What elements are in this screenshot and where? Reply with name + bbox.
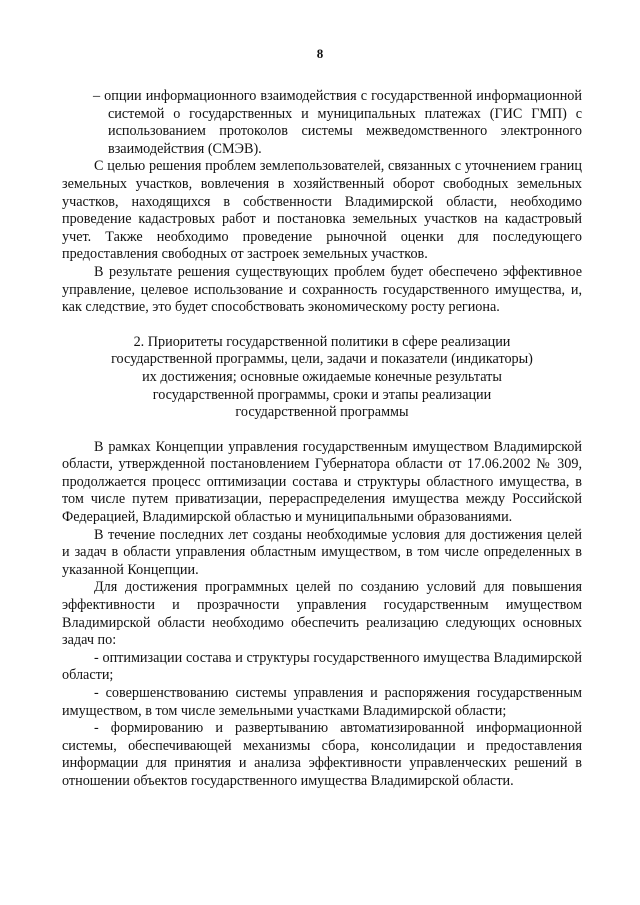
paragraph-smev-option: – опции информационного взаимодействия с государственной информационной системой о государственных и муниципальных платежах (ГИС ГМП) с использованием протоколов системы межведомственного электронного взаимодействия (СМЭВ). <box>93 88 582 157</box>
page-number: 8 <box>316 46 324 61</box>
paragraph-conditions: В течение последних лет созданы необходимые условия для достижения целей и задач в области управления областным имуществом, в том числе определенных в указанной Концепции. <box>62 526 582 578</box>
paragraph-concept: В рамках Концепции управления государственным имуществом Владимирской области, утвержденной постановлением Губернатора области от 17.06.2002 № 309, продолжается процесс оптимизации состава и структуры областного имущества, в том числе путем приватизации, перераспределения имущества между Российской Федерацией, Владимирской областью и муниципальными образованиями. <box>62 438 582 526</box>
paragraph-goals: Для достижения программных целей по созданию условий для повышения эффективности и прозрачности управления государственным имуществом Владимирской области необходимо обеспечить реализацию следующих основных задач по: <box>62 579 582 649</box>
task-item-optimization: - оптимизации состава и структуры государственного имущества Владимирской области; <box>62 649 582 684</box>
task-item-management: - совершенствованию системы управления и распоряжения государственным имуществом, в том числе земельными участками Владимирской области; <box>62 685 582 719</box>
section-heading: 2. Приоритеты государственной политики в сфере реализации государственной программы, цели, задачи и показатели (индикаторы) их достижения; основные ожидаемые конечные результаты государственной программы, сроки и этапы реализации государственной программы <box>111 333 533 421</box>
paragraph-result: В результате решения существующих проблем будет обеспечено эффективное управление, целевое использование и сохранность государственного имущества, и, как следствие, это будет способствовать экономическому росту региона. <box>62 263 582 316</box>
task-item-information-system: - формированию и развертыванию автоматизированной информационной системы, обеспечивающей механизмы сбора, консолидации и предоставления информации для принятия и анализа эффективности управленческих решений в отношении объектов государственного имущества Владимирской области. <box>62 720 582 789</box>
document-body <box>62 88 582 791</box>
paragraph-land-users: С целью решения проблем землепользователей, связанных с уточнением границ земельных участков, вовлечения в хозяйственный оборот свободных земельных участков, находящихся в собственности Владимирской области, необходимо проведение кадастровых работ и постановка земельных участков на кадастровый учет. Также необходимо проведение рыночной оценки для последующего предоставления свободных от застроек земельных участков. <box>62 158 582 263</box>
